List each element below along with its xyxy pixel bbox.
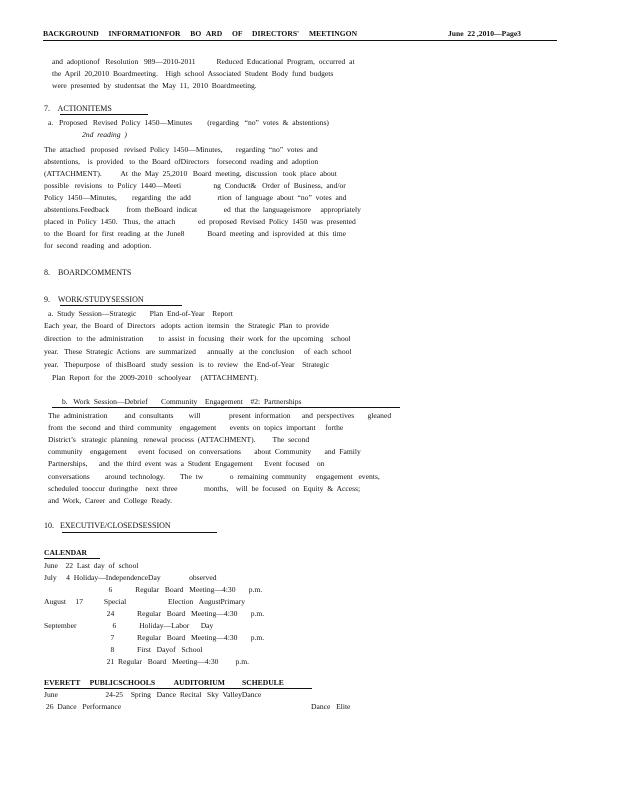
intro-line-2: the April 20,2010 Boardmeeting. High school Associated Student Body fund budgets [52,69,334,78]
section-9-heading: 9. WORK/STUDYSESSION [44,295,144,304]
calendar-row-7: 7 Regular Board Meeting—4:30 p.m. [44,633,265,642]
section-7-body-8: to the Board for first reading at the June8 Board meeting and isprovided at this time [44,229,346,238]
section-9-item-a-title: a. Study Session—Strategic Plan End-of-Year Report [48,309,233,318]
section-7-body-7: placed in Policy 1450. Thus, the attach ed proposed Revised Policy 1450 was presented [44,217,356,226]
calendar-row-3: 6 Regular Board Meeting—4:30 p.m. [44,585,263,594]
auditorium-row-2-left: 26 Dance Performance [44,702,122,711]
calendar-row-8: 8 First Dayof School [44,645,203,654]
section-10-heading: 10. EXECUTIVE/CLOSEDSESSION [44,521,171,530]
calendar-row-4: August 17 Special Election AugustPrimary [44,597,246,606]
section-9-item-a-body-2: direction to the administration to assist in focusing their work for the upcoming school [44,334,351,343]
calendar-row-6: September 6 Holiday—Labor Day [44,621,214,630]
section-10-underline [62,532,217,533]
section-7-body-3: (ATTACHMENT). At the May 25,2010 Board meeting, discussion took place about [44,169,337,178]
header-rule [43,40,557,41]
section-9-item-a-body-4: year. Thepurpose of thisBoard study session is to review the End-of-Year Strategic [44,360,330,369]
calendar-row-9: 21 Regular Board Meeting—4:30 p.m. [44,657,250,666]
calendar-heading: CALENDAR [44,548,88,557]
section-9-item-b-body-1: The administration and consultants will present information and perspectives gleaned [48,411,392,420]
section-9-item-b-body-2: from the second and third community engagement events on topics important forthe [48,423,344,432]
calendar-row-5: 24 Regular Board Meeting—4:30 p.m. [44,609,265,618]
header-title: BACKGROUND INFORMATIONFOR BO ARD OF DIRECTORS' MEETINGON [43,29,358,38]
auditorium-row-1: June 24-25 Spring Dance Recital Sky ValleyDance [44,690,262,699]
section-7-underline [60,114,148,115]
section-8-heading: 8. BOARDCOMMENTS [44,268,132,277]
auditorium-row-2-right: Dance Elite [311,702,351,711]
section-9-item-b-body-6: conversations around technology. The tw o remaining community engagement events, [48,472,380,481]
section-9-item-a-body-5: Plan Report for the 2009-2010 schoolyear (ATTACHMENT). [52,373,259,382]
section-7-body-2: abstentions, is provided to the Board ofDirectors forsecond reading and adoption [44,157,319,166]
intro-line-3: were presented by studentsat the May 11, 2010 Boardmeeting. [52,81,257,90]
section-9-item-b-body-8: and Work, Career and College Ready. [48,496,173,505]
section-9-item-b-underline [52,407,400,408]
section-7-body-5: Policy 1450—Minutes, regarding the add rtion of language about “no” votes and [44,193,347,202]
auditorium-underline [44,688,312,689]
section-7-body-6: abstentions.Feedback from theBoard indicat ed that the languageismore appropriately [44,205,361,214]
calendar-row-2: July 4 Holiday—IndependenceDay observed [44,573,217,582]
section-7-item-a-line-1: a. Proposed Revised Policy 1450—Minutes (regarding “no” votes & abstentions) [48,118,329,127]
calendar-row-1: June 22 Last day of school [44,561,139,570]
section-9-item-b-body-4: community engagement event focused on conversations about Community and Family [48,447,361,456]
section-9-item-b-body-3: District’s strategic planning renewal process (ATTACHMENT). The second [48,435,310,444]
section-9-underline [60,305,182,306]
auditorium-heading: EVERETT PUBLICSCHOOLS AUDITORIUM SCHEDULE [44,678,284,687]
section-7-body-1: The attached proposed revised Policy 1450—Minutes, regarding “no” votes and [44,145,318,154]
section-9-item-a-body-1: Each year, the Board of Directors adopts action itemsin the Strategic Plan to provide [44,321,330,330]
calendar-underline [44,558,100,559]
section-9-item-b-title: b. Work Session—Debrief Community Engagement #2: Partnerships [62,397,302,406]
section-7-heading: 7. ACTIONITEMS [44,104,112,113]
section-9-item-a-body-3: year. These Strategic Actions are summarized annually at the conclusion of each school [44,347,352,356]
intro-line-1: and adoptionof Resolution 989—2010-2011 Reduced Educational Program, occurred at [52,57,355,66]
header-page-ref: June 22 ,2010—Page3 [448,29,521,38]
section-9-item-b-body-7: scheduled tooccur duringthe next three months, will be focused on Equity & Access; [48,484,361,493]
section-7-item-a-line-2: 2nd reading ) [82,130,127,139]
section-7-body-9: for second reading and adoption. [44,241,152,250]
section-9-item-b-body-5: Partnerships, and the third event was a Student Engagement Event focused on [48,459,325,468]
section-7-body-4: possible revisions to Policy 1440—Meeti ng Conduct& Order of Business, and/or [44,181,346,190]
